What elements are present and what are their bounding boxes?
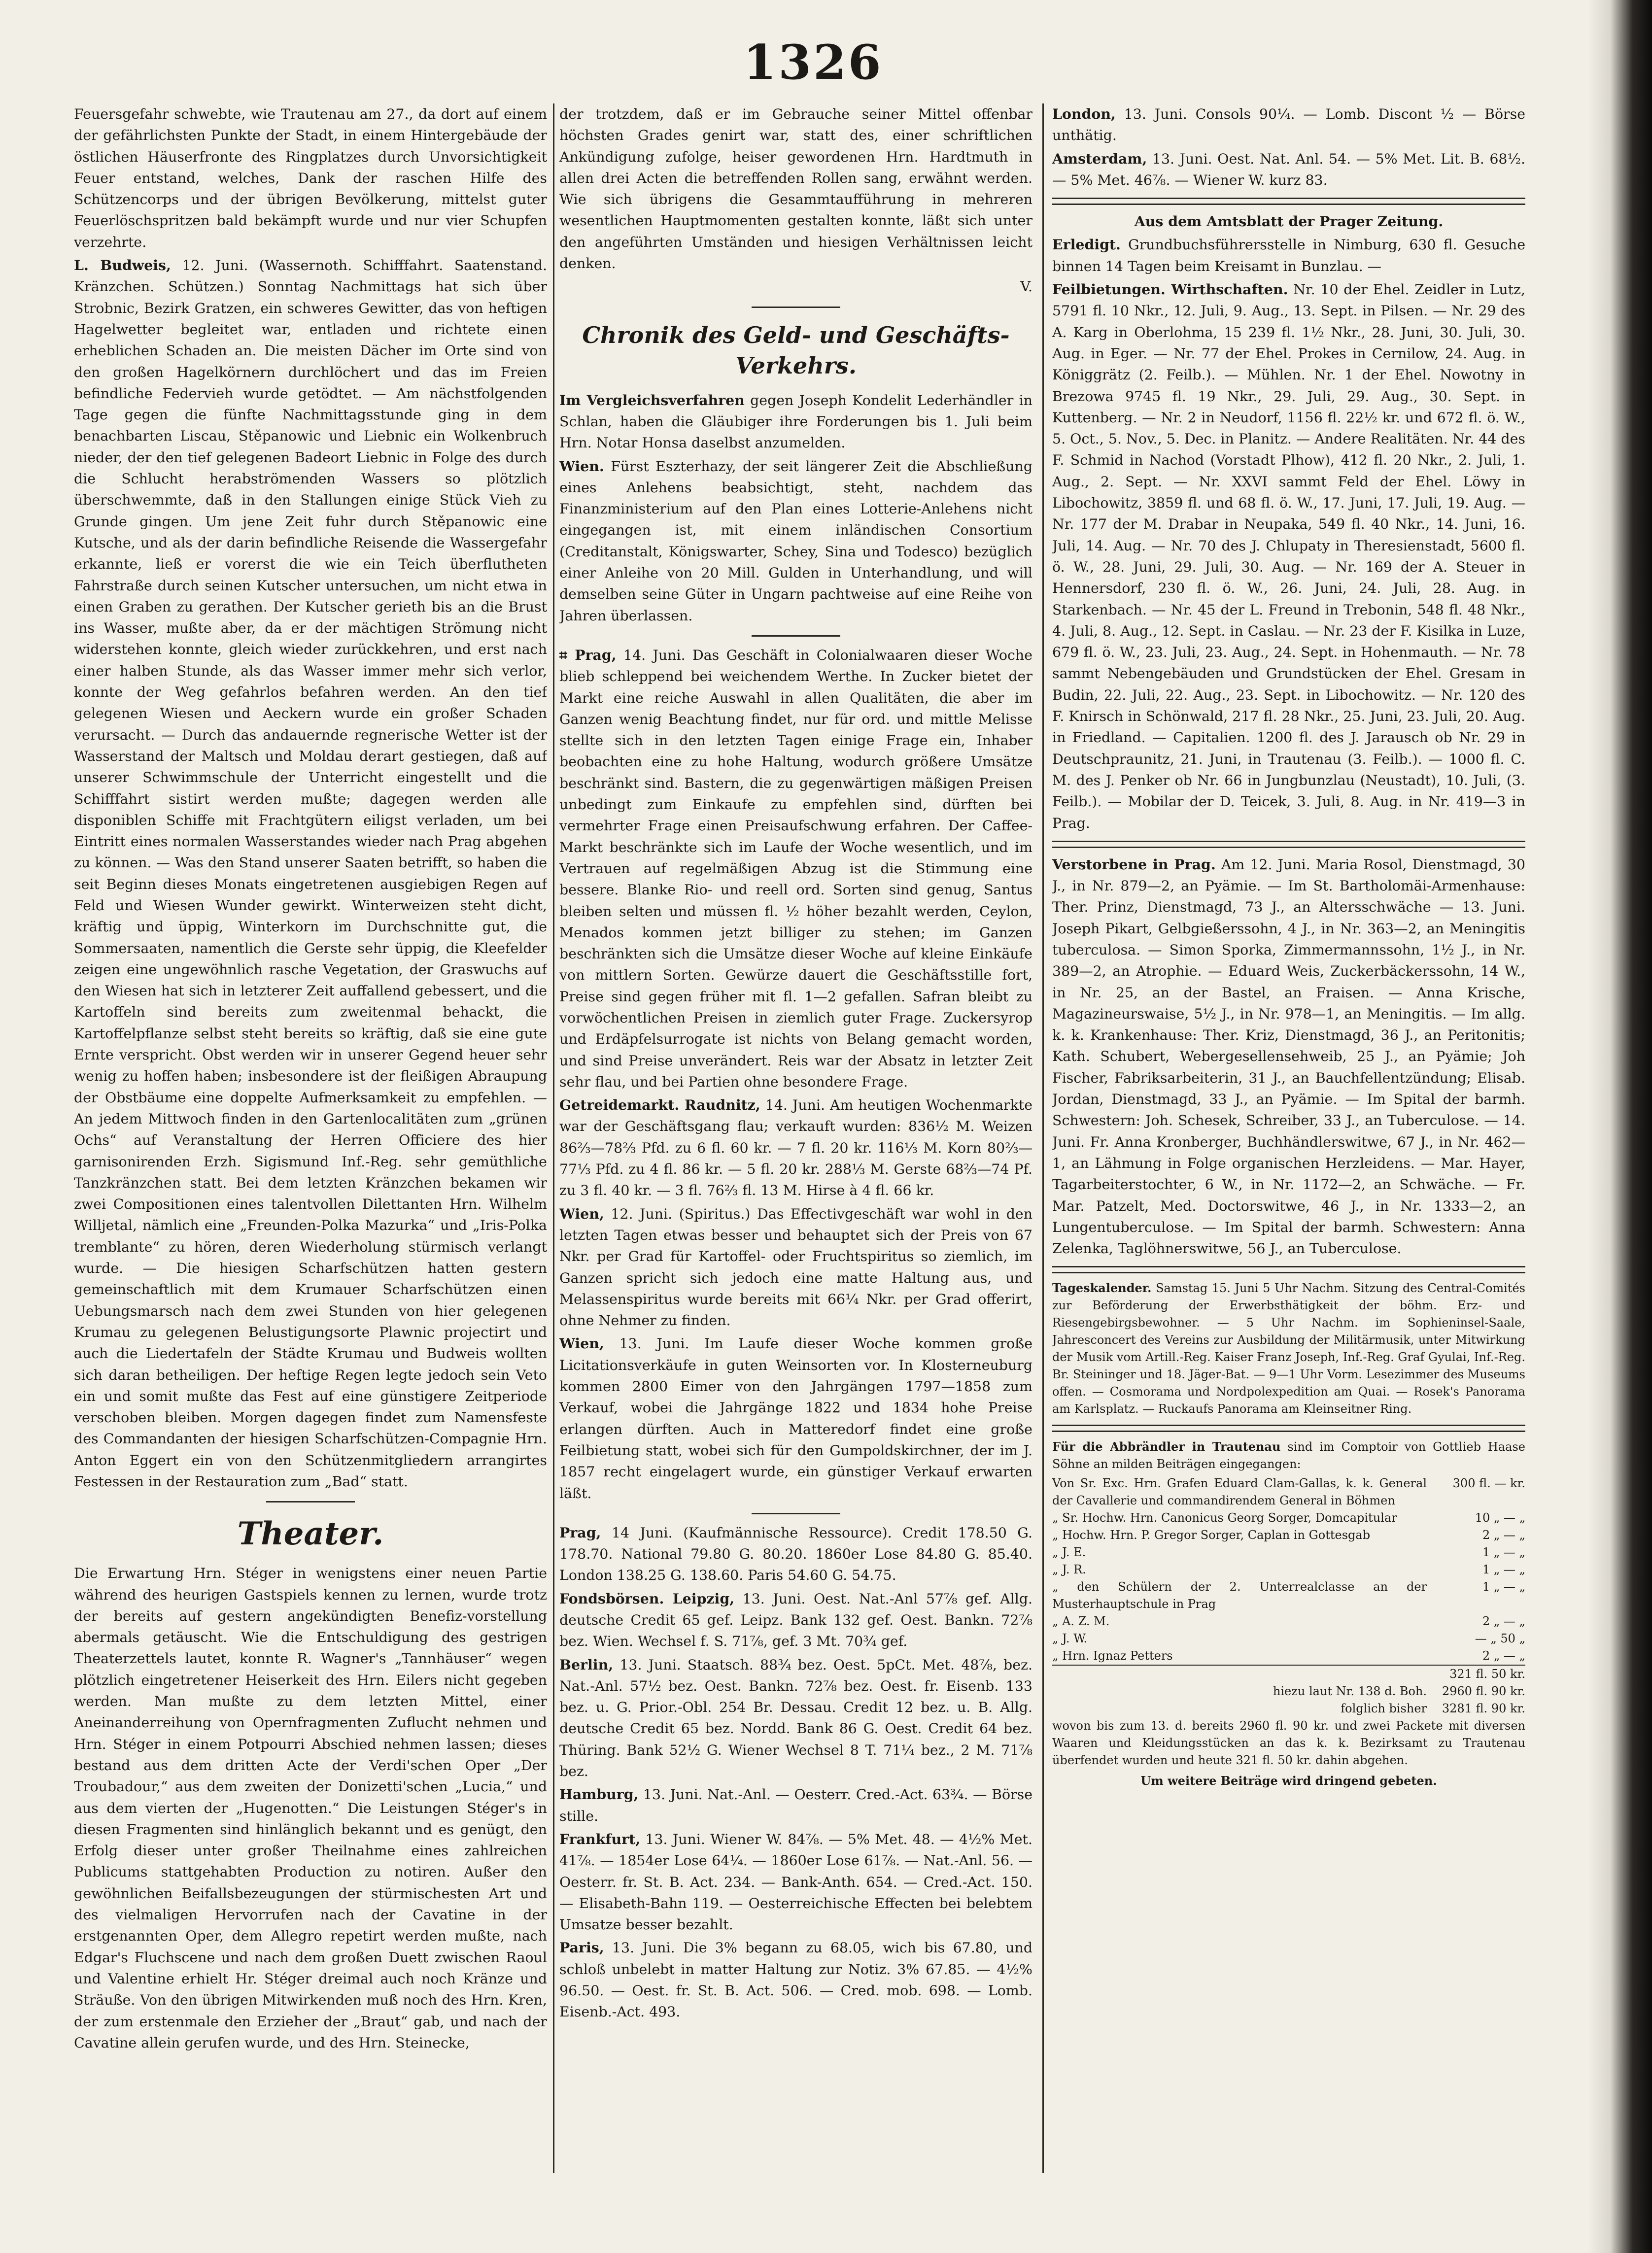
text-erledigt: Grundbuchsführersstelle in Nimburg, 630 fl. Gesuche binnen 14 Tagen beim Kreisamt in Bunzlau. — <box>1052 237 1525 274</box>
paragraph-verstorbene <box>1052 854 1525 1260</box>
dateline-budweis: L. Budweis, <box>74 257 171 274</box>
section-rule <box>1052 198 1525 205</box>
text-tageskalender: Samstag 15. Juni 5 Uhr Nachm. Sitzung des Central-Comités zur Beförderung der Erwerbsthätigkeit der böhm. Erz- und Riesengebirgsbewohner. — 5 Uhr Nachm. im Sophieninsel-Saale, Jahresconcert des Vereins zur Ausbildung der Militärmusik, unter Mitwirkung der Musik vom Artill.-Reg. Kaiser Franz Joseph, Inf.-Reg. Graf Gyulai, Inf.-Reg. Br. Steininger und 18. Jäger-Bat. — 9—1 Uhr Vorm. Lesezimmer des Museums offen. — Cosmorama und Nordpolexpedition am Quai. — Rosek's Panorama am Karlsplatz. — Ruckaufs Panorama am Kleinseitner Ring. <box>1052 1281 1525 1416</box>
donation-row-amount: 2 „ — „ <box>1482 1528 1525 1542</box>
column-right <box>1052 103 1525 2183</box>
section-rule <box>1052 1266 1525 1273</box>
section-rule <box>1052 1425 1525 1432</box>
paragraph-paris <box>559 1937 1032 2022</box>
lead-vergleich: Im Vergleichsverfahren <box>559 391 745 409</box>
donation-intro <box>1052 1438 1525 1473</box>
donation-row-label: „ J. R. <box>1052 1563 1086 1577</box>
dateline-paris: Paris, <box>559 1939 604 1956</box>
donation-row-amount: — „ 50 „ <box>1475 1632 1525 1646</box>
donation-list <box>1052 1438 1525 1789</box>
paragraph-amsterdam <box>1052 148 1525 191</box>
dateline-wien-spiritus: Wien, <box>559 1205 604 1222</box>
donation-note: wovon bis zum 13. d. bereits 2960 fl. 90 kr. und zwei Packete mit diversen Waaren und Kleidungsstücken an das k. k. Bezirksamt zu Trautenau überfendet wurden und heute 321 fl. 50 kr. dahin abgehen. <box>1052 1719 1525 1768</box>
donation-row <box>1052 1578 1525 1613</box>
donation-row-amount: 2 „ — „ <box>1482 1614 1525 1629</box>
text-budweis: 12. Juni. (Wassernoth. Schifffahrt. Saatenstand. Kränzchen. Schützen.) Sonntag Nachmittags hat sich über Strobnic, Bezirk Gratzen, ein schweres Gewitter, das von heftigen Hagelwetter begleitet war, entladen und richtete einen erheblichen Schaden an. Die meisten Dächer im Orte sind von den großen Hagelkörnern durchlöchert und das im Freien befindliche Federvieh wurde getödtet. — Am nächstfolgenden Tage gegen die fünfte Nachmittagsstunde ging in dem benachbarten Liscau, Stěpanowic und Liebnic ein Wolkenbruch nieder, der den tief gelegenen Badeort Liebnic in Folge des durch die Schlucht herabströmenden Wassers so plötzlich überschwemmte, daß in den Stallungen einige Stück Vieh zu Grunde gingen. Um jene Zeit fuhr durch Stěpanowic eine Kutsche, und als der darin befindliche Reisende die Wassergefahr erkannte, ließ er vorerst die wie ein Teich überflutheten Fahrstraße durch seinen Kutscher untersuchen, um nicht etwa in einen Graben zu gerathen. Der Kutscher gerieth bis an die Brust ins Wasser, mußte aber, da er der mächtigen Strömung nicht widerstehen konnte, gleich wieder zurückkehren, und erst nach einer halben Stunde, als das Wasser immer mehr sich verlor, konnte der Weg gefahrlos befahren werden. An den tief gelegenen Wiesen und Aeckern wurde ein großer Schaden verursacht. — Durch das andauernde regnerische Wetter ist der Wasserstand der Maltsch und Moldau derart gestiegen, daß auf unserer Schwimmschule der Unterricht eingestellt und die Schifffahrt sistirt werden mußte; dagegen werden alle disponiblen Schiffe mit Frachtgütern eiligst verladen, um bei Eintritt eines normalen Wasserstandes wieder nach Prag abgehen zu können. — Was den Stand unserer Saaten betrifft, so haben die seit Beginn dieses Monats eingetretenen ausgiebigen Regen auf Feld und Wiesen Wunder gewirkt. Winterweizen steht dicht, kräftig und üppig, Winterkorn im Durchschnitte gut, die Sommersaaten, namentlich die Gerste sehr üppig, die Kleefelder zeigen eine ungewöhnlich rasche Vegetation, der Graswuchs auf den Wiesen hat sich in letzterer Zeit auffallend gebessert, und die Kartoffeln sind bereits zum zweitenmal behackt, die Kartoffelpflanze selbst steht bereits so kräftig, daß sie eine gute Ernte verspricht. Obst werden wir in unserer Gegend heuer sehr wenig zu hoffen haben; insbesondere ist der fleißigen Abraupung der Obstbäume eine doppelte Aufmerksamkeit zu empfehlen. — An jedem Mittwoch finden in den Gartenlocalitäten zum „grünen Ochs“ auf Veranstaltung der Herren Officiere des hier garnisonirenden Erzh. Sigismund Inf.-Reg. sehr gemüthliche Tanzkränzchen statt. Bei dem letzten Kränzchen bekamen wir zwei Compositionen eines talentvollen Dilettanten Hrn. Wilhelm Willjetal, nämlich eine „Freunden-Polka Mazurka“ und „Iris-Polka tremblante“ zu hören, deren Wiederholung stürmisch verlangt wurde. — Die hiesigen Scharfschützen hatten gestern gemeinschaftlich mit dem Krumauer Scharfschützen einen Uebungsmarsch nach dem zwei Stunden von hier gelegenen Krumau zu gelegenen Belustigungsorte Plawnic projectirt und auch die Liedertafeln der Städte Krumau und Budweis wollten sich daran betheiligen. Der heftige Regen legte jedoch sein Veto ein und somit mußte das Fest auf eine günstigere Zeitperiode verschoben bleiben. Morgen dagegen findet zum Namensfeste des Commandanten der hiesigen Scharfschützen-Compagnie Hrn. Anton Eggert ein von den Schützenmitgliedern arrangirtes Festessen in der Restauration zum „Bad“ statt. <box>74 257 547 1490</box>
paragraph-wien-anleihe <box>559 456 1032 626</box>
paragraph-getreidemarkt <box>559 1094 1032 1201</box>
column-middle <box>559 103 1032 2183</box>
donation-row <box>1052 1647 1525 1665</box>
paragraph-wien-wein <box>559 1333 1032 1503</box>
dateline-frankfurt: Frankfurt, <box>559 1830 641 1847</box>
text-prag-colonial: 14. Juni. Das Geschäft in Colonialwaaren dieser Woche blieb schleppend bei weichendem Werthe. In Zucker bietet der Markt eine reiche Auswahl in allen Qualitäten, die aber im Ganzen wenig Beachtung findet, nur für ord. und mittle Melisse stellte sich in den letzten Tagen einige Frage ein, Inhaber beobachten eine zu hohe Haltung, wodurch größere Umsätze beschränkt sind. Bastern, die zu gegenwärtigen mäßigen Preisen unbedingt zum Einkaufe zu empfehlen sind, dürften bei vermehrter Frage einen Preisaufschwung erfahren. Der Caffee-Markt beschränkte sich im Laufe der Woche wesentlich, und im Vertrauen auf regelmäßigen Abzug ist die Stimmung eine bessere. Blanke Rio- und reell ord. Sorten sind genug, Santus bleiben selten und müssen fl. ½ höher bezahlt werden, Ceylon, Menados kommen jetzt billiger zu stehen; im Ganzen beschränkten sich die Umsätze dieser Woche auf kleine Einkäufe von mittlern Sorten. Gewürze dauert die Geschäftsstille fort, Preise sind gegen früher mit fl. 1—2 gefallen. Safran bleibt zu vorwöchentlichen Preisen in ziemlich guter Frage. Zuckersyrop und Erdäpfelsurrogate ist nichts von Belang gemacht worden, und sind Preise unverändert. Reis war der Absatz in letzter Zeit sehr flau, und bei Partien ohne besondere Frage. <box>559 647 1032 1090</box>
dateline-prag: ⌗ Prag, <box>559 646 617 663</box>
amtsblatt-heading: Aus dem Amtsblatt der Prager Zeitung. <box>1134 213 1444 230</box>
donation-row <box>1052 1544 1525 1561</box>
donation-sum-amount: 3281 fl. 90 kr. <box>1442 1702 1525 1716</box>
donation-row-label: „ Hrn. Ignaz Petters <box>1052 1649 1173 1663</box>
text-amsterdam: 13. Juni. Oest. Nat. Anl. 54. — 5% Met. Lit. B. 68½. — 5% Met. 46⅞. — Wiener W. kurz 83. <box>1052 150 1525 188</box>
paragraph-erledigt <box>1052 234 1525 277</box>
text-berlin: 13. Juni. Staatsch. 88¾ bez. Oest. 5pCt. Met. 48⅞, bez. Nat.-Anl. 57½ bez. Oest. Bankn. 72⅞ bez. Oest. fr. Eisenb. 133 bez. u. G. Prior.-Obl. 254 Br. Dessau. Credit 12 bez. u. B. Allg. deutsche Credit 65 bez. Nordd. Bank 86 G. Oest. Credit 64 bez. Thüring. Bank 52½ G. Wiener Wechsel 8 T. 71¼ bez., 2 M. 71⅞ bez. <box>559 1656 1032 1780</box>
donation-sum-label: folglich bisher <box>1341 1702 1427 1716</box>
dateline-leipzig: Fondsbörsen. Leipzig, <box>559 1590 735 1607</box>
lead-feilbietungen: Feilbietungen. Wirthschaften. <box>1052 281 1288 298</box>
donation-row-amount: 10 „ — „ <box>1475 1511 1525 1525</box>
paragraph-feilbietungen <box>1052 279 1525 834</box>
donation-rows <box>1052 1475 1525 1665</box>
text-hamburg: 13. Juni. Nat.-Anl. — Oesterr. Cred.-Act. 63¾. — Börse stille. <box>559 1786 1032 1824</box>
lead-verstorbene: Verstorbene in Prag. <box>1052 855 1216 873</box>
paragraph-theater-continued: der trotzdem, daß er im Gebrauche seiner Mittel offenbar höchsten Grades genirt war, statt des, einer schriftlichen Ankündigung zufolge, heiser gewordenen Hrn. Hardtmuth in allen drei Acten die betreffenden Rollen sang, erwähnt werden. Wie sich übrigens die Gesammtaufführung in mehreren wesentlichen Hauptmomenten gestalten konnte, läßt sich unter den angeführten Umständen und hiesigen Verhältnissen leicht denken. <box>559 106 1032 272</box>
separator <box>752 307 840 308</box>
section-rule <box>1052 841 1525 848</box>
donation-row <box>1052 1561 1525 1578</box>
donation-row-amount: 300 fl. — kr. <box>1452 1476 1525 1491</box>
donation-row <box>1052 1630 1525 1647</box>
paragraph-leipzig <box>559 1588 1032 1652</box>
text-getreidemarkt: 14. Juni. Am heutigen Wochenmarkte war der Geschäftsgang flau; verkauft wurden: 836½ M. Weizen 86⅔—78⅔ Pfd. zu 6 fl. 60 kr. — 7 fl. 20 kr. 116⅓ M. Korn 80⅔—77⅓ Pfd. zu 4 fl. 86 kr. — 5 fl. 20 kr. 288⅓ M. Gerste 68⅔—74 Pf. zu 3 fl. 40 kr. — 3 fl. 76⅔ fl. 13 M. Hirse à 4 fl. 66 kr. <box>559 1097 1032 1199</box>
lead-erledigt: Erledigt. <box>1052 236 1121 253</box>
chronik-heading: Chronik des Geld- und Geschäfts-Verkehrs. <box>582 321 1010 379</box>
paragraph-london <box>1052 103 1525 146</box>
text-wien-wein: 13. Juni. Im Laufe dieser Woche kommen große Licitationsverkäufe in guten Weinsorten vor. In Klosterneuburg kommen 2800 Eimer von den Jahrgängen 1797—1858 zum Verkauf, wobei die Jahrgänge 1822 und 1834 hohe Preise erlangen dürften. Auch in Matteredorf findet eine große Feilbietung statt, wobei sich für den Gumpoldskirchner, der im J. 1857 recht eingelagert wurde, ein günstiger Verkauf erwarten läßt. <box>559 1335 1032 1502</box>
donation-row-label: Von Sr. Exc. Hrn. Grafen Eduard Clam-Gallas, k. k. General der Cavallerie und commandirendem General in Böhmen <box>1052 1476 1427 1508</box>
donation-sum-amount: 2960 fl. 90 kr. <box>1442 1684 1525 1699</box>
donation-row-label: „ Hochw. Hrn. P. Gregor Sorger, Caplan in Gottesgab <box>1052 1528 1371 1542</box>
column-rule-right <box>1042 103 1044 2173</box>
dateline-london: London, <box>1052 105 1116 122</box>
dateline-berlin: Berlin, <box>559 1656 614 1673</box>
lead-getreidemarkt: Getreidemarkt. Raudnitz, <box>559 1096 760 1114</box>
paragraph-trautenau-fire: Feuersgefahr schwebte, wie Trautenau am 27., da dort auf einem der gefährlichsten Punkte der Stadt, in einem Hintergebäude der östlichen Häuserfronte des Ringplatzes durch Unvorsichtigkeit Feuer entstand, welches, Dank der raschen Hilfe des Schützencorps und der übrigen Bevölkerung, mittelst guter Feuerlöschspritzen bald bekämpft wurde und nur vier Schupfen verzehrte. <box>74 106 547 250</box>
lead-tageskalender: Tageskalender. <box>1052 1281 1152 1296</box>
donation-row <box>1052 1475 1525 1509</box>
text-london: 13. Juni. Consols 90¼. — Lomb. Discont ½ — Börse unthätig. <box>1052 106 1525 144</box>
donation-sum-label: hiezu laut Nr. 138 d. Boh. <box>1273 1684 1427 1699</box>
dateline-wien: Wien. <box>559 457 604 475</box>
donation-sum-label <box>1052 1666 1437 1683</box>
separator <box>752 1513 840 1514</box>
paragraph-vergleich <box>559 390 1032 454</box>
donation-row <box>1052 1509 1525 1527</box>
text-frankfurt: 13. Juni. Wiener W. 84⅞. — 5% Met. 48. — 4½% Met. 41⅞. — 1854er Lose 64¼. — 1860er Lose 61⅞. — Nat.-Anl. 56. — Oesterr. fr. St. B. Act. 234. — Bank-Anth. 654. — Cred.-Act. 150. — Elisabeth-Bahn 119. — Oesterreichische Effecten bei belebtem Umsatze besser bezahlt. <box>559 1831 1032 1933</box>
column-left <box>74 103 547 2183</box>
text-leipzig: 13. Juni. Oest. Nat.-Anl 57⅞ gef. Allg. deutsche Credit 65 gef. Leipz. Bank 132 gef. Oest. Bankn. 72⅞ bez. Wien. Wechsel f. S. 71⅞, gef. 3 Mt. 70¾ gef. <box>559 1590 1032 1650</box>
paragraph-wien-spiritus <box>559 1203 1032 1331</box>
text-vergleich: gegen Joseph Kondelit Lederhändler in Schlan, haben die Gläubiger ihre Forderungen bis 1. Juli beim Hrn. Notar Honsa daselbst anzumelden. <box>559 392 1032 451</box>
donation-row-label: „ A. Z. M. <box>1052 1614 1110 1629</box>
column-rule-left <box>553 103 554 2173</box>
signature-v: V. <box>1020 278 1032 295</box>
paragraph-berlin <box>559 1654 1032 1782</box>
paragraph-prag-ressource <box>559 1522 1032 1586</box>
paragraph-tageskalender <box>1052 1279 1525 1418</box>
donation-row-amount: 2 „ — „ <box>1482 1649 1525 1663</box>
paragraph-theater: Die Erwartung Hrn. Stéger in wenigstens einer neuen Partie während des heurigen Gastspiels kennen zu lernen, wurde trotz der bereits auf gestern angekündigten Benefiz-vorstellung abermals getäuscht. Wie die Entschuldigung des gestrigen Theaterzettels lautet, konnte R. Wagner's „Tannhäuser“ wegen plötzlich eingetretener Heiserkeit des Hrn. Eilers nicht gegeben werden. Man mußte zu dem letzten Mittel, einer Aneinanderreihung von Opernfragmenten Zuflucht nehmen und Hrn. Stéger in einem Potpourri Abschied nehmen lassen; dieses bestand aus dem dritten Acte der Verdi'schen Oper „Der Troubadour,“ aus dem zweiten der Donizetti'schen „Lucia,“ und aus dem vierten der „Hugenotten.“ Die Leistungen Stéger's in diesen Fragmenten sind hinlänglich bekannt und es genügt, den Erfolg dieser unter großer Theilnahme eines zahlreichen Publicums stattgehabten Production zu notiren. Außer den gewöhnlichen Beifallsbezeugungen der stürmischesten Art und des vielmaligen Hervorrufen nach der Cavatine in der erstgenannten Oper, dem Allegro repetirt werden mußte, nach Edgar's Fluchscene und nach dem großen Duett zwischen Raoul und Valentine erhielt Hr. Stéger dreimal auch noch Kränze und Sträuße. Von den übrigen Mitwirkenden muß noch des Hrn. Kren, der zum erstenmale den Erzieher der „Braut“ gab, und nach der Cavatine allein gerufen wurde, und des Hrn. Steinecke, <box>74 1565 547 2051</box>
donation-row-amount: 1 „ — „ <box>1482 1545 1525 1560</box>
donation-sum-amount: 321 fl. 50 kr. <box>1449 1667 1525 1681</box>
dateline-wien-wein: Wien, <box>559 1335 604 1352</box>
donation-sum-row <box>1052 1700 1525 1717</box>
donation-row <box>1052 1613 1525 1630</box>
dateline-prag-ressource: Prag, <box>559 1524 601 1541</box>
lead-donation: Für die Abbrändler in Trautenau <box>1052 1439 1281 1454</box>
donation-row-amount: 1 „ — „ <box>1482 1563 1525 1577</box>
text-feilbietungen: Nr. 10 der Ehel. Zeidler in Lutz, 5791 fl. 10 Nkr., 12. Juli, 9. Aug., 13. Sept. in Pilsen. — Nr. 29 des A. Karg in Oberlohma, 15 239 fl. 1½ Nkr., 28. Juni, 30. Juli, 30. Aug. in Eger. — Nr. 77 der Ehel. Prokes in Cernilow, 24. Aug. in Königgrätz (2. Feilb.). — Mühlen. Nr. 1 der Ehel. Nowotny in Brezowa 9745 fl. 19 Nkr., 29. Juli, 29. Aug., 30. Sept. in Kuttenberg. — Nr. 2 in Neudorf, 1156 fl. 22½ kr. und 672 fl. ö. W., 5. Oct., 5. Nov., 5. Dec. in Planitz. — Andere Realitäten. Nr. 44 des F. Schmid in Nachod (Vorstadt Plhow), 412 fl. 20 Nkr., 2. Juli, 1. Aug., 2. Sept. — Nr. XXVI sammt Feld der Ehel. Löwy in Libochowitz, 3859 fl. und 68 fl. ö. W., 17. Juni, 17. Juli, 19. Aug. — Nr. 177 der M. Drabar in Neupaka, 549 fl. 40 Nkr., 14. Juni, 16. Juli, 14. Aug. — Nr. 70 des J. Chlupaty in Theresienstadt, 5600 fl. ö. W., 28. Juni, 29. Juli, 30. Aug. — Nr. 169 der A. Steuer in Hennersdorf, 230 fl. ö. W., 26. Juni, 24. Juli, 28. Aug. in Starkenbach. — Nr. 45 der L. Freund in Trebonin, 548 fl. 48 Nkr., 4. Juli, 8. Aug., 12. Sept. in Caslau. — Nr. 23 der F. Kisilka in Luze, 679 fl. ö. W., 23. Juli, 23. Aug., 24. Sept. in Hohenmauth. — Nr. 78 sammt Nebengebäuden und Grundstücken der Ehel. Gresam in Budin, 22. Juli, 22. Aug., 23. Sept. in Libochowitz. — Nr. 120 des F. Knirsch in Schönwald, 217 fl. 28 Nkr., 25. Juni, 23. Juli, 20. Aug. in Friedland. — Capitalien. 1200 fl. des J. Jarausch ob Nr. 29 in Deutschpraunitz, 21. Juni, in Trautenau (3. Feilb.). — 1000 fl. C. M. des J. Penker ob Nr. 66 in Jungbunzlau (Neustadt), 10. Juli, (3. Feilb.). — Mobilar der D. Teicek, 3. Juli, 8. Aug. in Nr. 419—3 in Prag. <box>1052 281 1525 831</box>
separator <box>266 1501 355 1502</box>
donation-sum-row <box>1052 1665 1525 1683</box>
donation-row-label: „ Sr. Hochw. Hrn. Canonicus Georg Sorger, Domcapitular <box>1052 1511 1397 1525</box>
text-wien-anleihe: Fürst Eszterhazy, der seit längerer Zeit die Abschließung eines Anlehens beabsichtigt, steht, nachdem das Finanzministerium auf den Plan eines Lotterie-Anlehens nicht eingegangen ist, mit einem inländischen Consortium (Creditanstalt, Königswarter, Schey, Sina und Todesco) bezüglich einer Anleihe von 20 Mill. Gulden in Unterhandlung, und will demselben seine Güter in Ungarn pachtweise auf eine Reihe von Jahren überlassen. <box>559 458 1032 624</box>
dateline-hamburg: Hamburg, <box>559 1786 639 1803</box>
paragraph-frankfurt <box>559 1829 1032 1935</box>
donation-sum-row <box>1052 1683 1525 1700</box>
text-donation-intro: sind im Comptoir von Gottlieb Haase Söhne an milden Beiträgen eingegangen: <box>1052 1440 1525 1471</box>
donation-row-label: „ J. W. <box>1052 1632 1088 1646</box>
donation-row-label: „ J. E. <box>1052 1545 1086 1560</box>
text-paris: 13. Juni. Die 3% begann zu 68.05, wich bis 67.80, und schloß unbelebt in matter Haltung zur Notiz. 3% 67.85. — 4½% 96.50. — Oest. fr. St. B. Act. 506. — Cred. mob. 698. — Lomb. Eisenb.-Act. 493. <box>559 1940 1032 2020</box>
page-edge-shadow <box>1588 0 1652 2253</box>
donation-row <box>1052 1527 1525 1544</box>
donation-row-label: „ den Schülern der 2. Unterrealclasse an der Musterhauptschule in Prag <box>1052 1580 1427 1611</box>
page-number: 1326 <box>743 34 883 90</box>
paragraph-hamburg <box>559 1784 1032 1827</box>
separator <box>752 635 840 637</box>
donation-closing: Um weitere Beiträge wird dringend gebeten. <box>1140 1774 1437 1788</box>
dateline-amsterdam: Amsterdam, <box>1052 150 1147 167</box>
text-wien-spiritus: 12. Juni. (Spiritus.) Das Effectivgeschäft war wohl in den letzten Tagen etwas besser und behauptet sich der Preis von 67 Nkr. per Grad für Kartoffel- oder Fruchtspiritus so ziemlich, im Ganzen spricht sich jedoch eine matte Haltung aus, und Melassenspiritus wurde bereits mit 66¼ Nkr. per Grad offerirt, ohne Nehmer zu finden. <box>559 1205 1032 1329</box>
paragraph-prag-colonial <box>559 645 1032 1092</box>
theater-heading: Theater. <box>237 1515 384 1553</box>
paragraph-budweis <box>74 255 547 1492</box>
text-prag-ressource: 14 Juni. (Kaufmännische Ressource). Credit 178.50 G. 178.70. National 79.80 G. 80.20. 1860er Lose 84.80 G. 85.40. London 138.25 G. 138.60. Paris 54.60 G. 54.75. <box>559 1524 1032 1584</box>
text-verstorbene: Am 12. Juni. Maria Rosol, Dienstmagd, 30 J., in Nr. 879—2, an Pyämie. — Im St. Bartholomäi-Armenhause: Ther. Prinz, Dienstmagd, 73 J., an Altersschwäche — 13. Juni. Joseph Pikart, Gelbgießerssohn, 4 J., in Nr. 363—2, an Meningitis tuberculosa. — Simon Sporka, Zimmermannssohn, 1½ J., in Nr. 389—2, an Atrophie. — Eduard Weis, Zuckerbäckerssohn, 14 W., in Nr. 25, an der Bastel, an Fraisen. — Anna Krische, Magazineurswaise, 5½ J., in Nr. 978—1, an Meningitis. — Im allg. k. k. Krankenhause: Ther. Kriz, Dienstmagd, 36 J., an Peritonitis; Kath. Schubert, Webergesellensehweib, 25 J., an Pyämie; Joh Fischer, Fabriksarbeiterin, 31 J., an Bauchfellentzündung; Elisab. Jordan, Dienstmagd, 33 J., an Pyämie. — Im Spital der barmh. Schwestern: Joh. Schesek, Schreiber, 33 J., an Tuberculose. — 14. Juni. Fr. Anna Kronberger, Buchhändlerswitwe, 67 J., in Nr. 462—1, an Lähmung in Folge organischen Herzleidens. — Mar. Hayer, Tagarbeiterstochter, 6 W., in Nr. 1172—2, an Schwäche. — Fr. Mar. Patzelt, Med. Doctorswitwe, 46 J., in Nr. 1333—2, an Lungentuberculose. — Im Spital der barmh. Schwestern: Anna Zelenka, Taglöhnerswitwe, 56 J., an Tuberculose. <box>1052 856 1525 1257</box>
donation-row-amount: 1 „ — „ <box>1482 1580 1525 1594</box>
